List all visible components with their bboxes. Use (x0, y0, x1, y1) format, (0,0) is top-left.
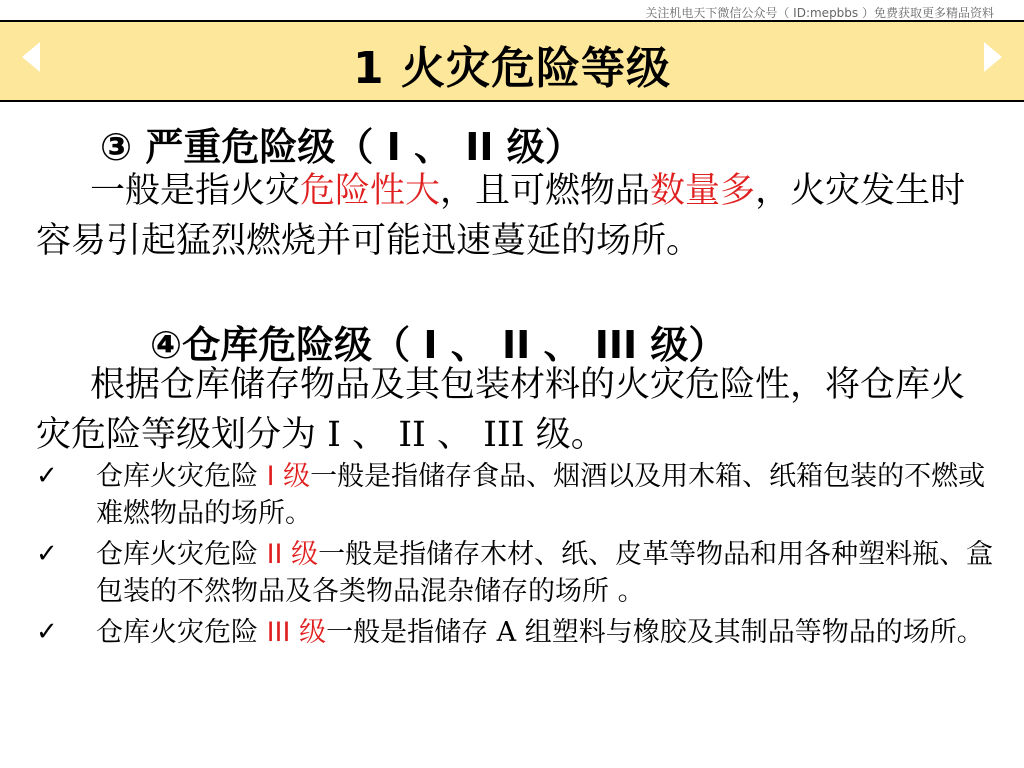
section-3-paragraph (36, 166, 996, 266)
checkmark-icon: ✓ (36, 617, 58, 647)
list-item (36, 458, 1006, 532)
title-bar (0, 20, 1024, 102)
level-label: I 级 (266, 461, 311, 492)
para-text: 一般是指火灾 (90, 171, 301, 211)
bullet-text: 一般是指储存木材、纸、皮革等物品和用各种塑料瓶、盒包装的不然物品及各类物品混杂储存的场所 。 (96, 539, 994, 607)
bullet-text: 一般是指储存食品、烟酒以及用木箱、纸箱包装的不燃或难燃物品的场所。 (96, 461, 986, 529)
level-label: II 级 (266, 539, 319, 570)
bullet-text: 一般是指储存 A 组塑料与橡胶及其制品等物品的场所。 (326, 617, 984, 648)
slide-title: 1 火灾危险等级 (353, 43, 671, 94)
highlight-danger: 危险性大 (300, 171, 441, 211)
checkmark-icon: ✓ (36, 539, 58, 569)
watermark-text: 关注机电天下微信公众号（ ID:mepbbs ）免费获取更多精品资料 (645, 6, 994, 20)
list-item (36, 614, 1006, 651)
para-text: ，火灾发生时容易引起猛烈燃烧并可能迅速蔓延的场所。 (36, 171, 966, 261)
bullet-prefix: 仓库火灾危险 (96, 461, 267, 492)
checkmark-icon: ✓ (36, 461, 58, 491)
bullet-prefix: 仓库火灾危险 (96, 617, 267, 648)
level-label: III 级 (266, 617, 327, 648)
section-4-heading: ④仓库危险级（ I 、 II 、 III 级） (150, 323, 727, 367)
list-item (36, 536, 1006, 610)
section-3-heading: ③ 严重危险级（ I 、 II 级） (100, 125, 583, 169)
bullet-prefix: 仓库火灾危险 (96, 539, 267, 570)
para-text: ，且可燃物品 (440, 171, 651, 211)
bullet-list (36, 458, 1006, 655)
highlight-quantity: 数量多 (650, 171, 756, 211)
section-4-paragraph: 根据仓库储存物品及其包装材料的火灾危险性，将仓库火灾危险等级划分为 I 、 II 、 III 级。 (36, 365, 966, 455)
next-slide-arrow-icon[interactable] (984, 42, 1002, 72)
